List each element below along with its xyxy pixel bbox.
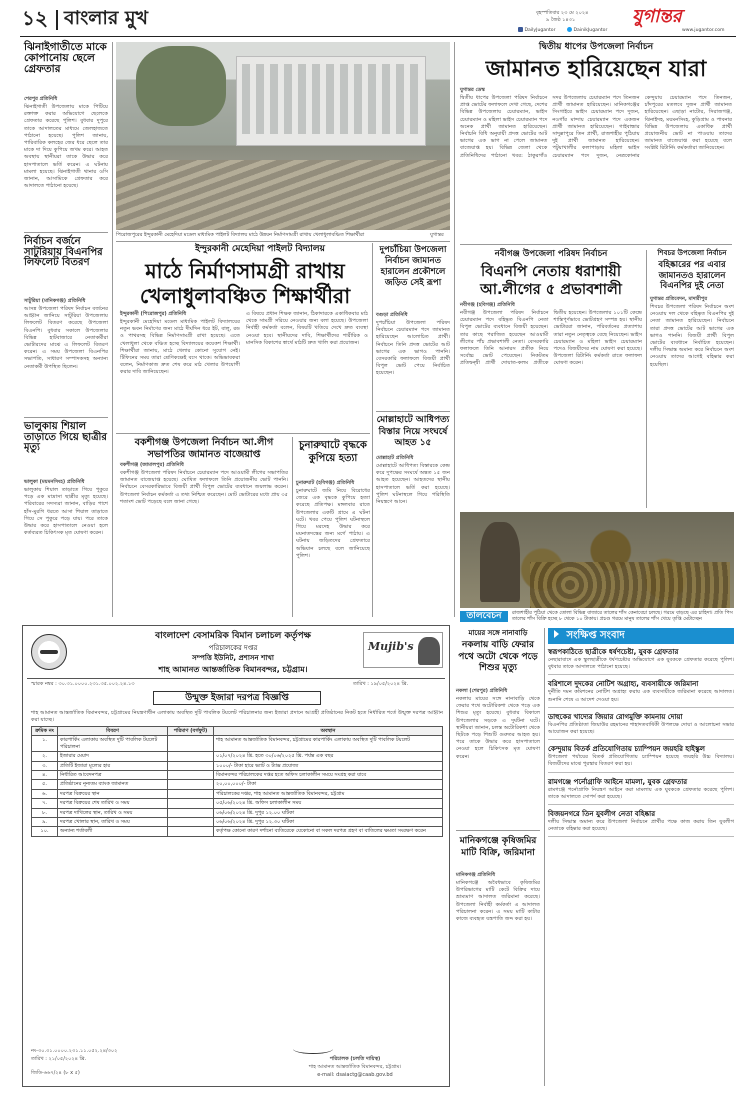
brief-title: কেন্দুয়ায় বিতর্ক প্রতিযোগিতায় চ্যাম্পিয়ন জয়হরি হাইস্কুল	[548, 745, 705, 754]
table-cell	[168, 780, 214, 789]
memo-date: তারিখ : ১৯/০৫/২০২৪ খ্রি.	[353, 681, 409, 687]
divider	[376, 411, 450, 412]
article-byline: সাটুরিয়া (মানিকগঞ্জ) প্রতিনিধি	[24, 298, 86, 304]
table-cell	[168, 771, 214, 780]
section-title: বাংলার মুখ	[64, 7, 149, 29]
memo-number: স্মারক নম্বর : ৩০.৩১.০০০০.২৩১.৩৫.০০২.২৪.১৩	[31, 681, 135, 687]
divider	[24, 232, 108, 233]
org-name: বাংলাদেশ বেসামরিক বিমান চলাচল কর্তৃপক্ষ	[155, 631, 311, 641]
table-cell: শাহ আমানত আন্তর্জাতিক বিমানবন্দর, চট্টগ্রামের কারপার্কিং এলাকায় অবস্থিত দুটি পাবলিক টয়লেট	[214, 736, 443, 752]
divider	[27, 678, 445, 679]
building-windows	[242, 64, 420, 134]
notice-title: উন্মুক্ত ইজারা দরপত্র বিজ্ঞপ্তি	[153, 691, 321, 705]
table-cell: নির্ধারিত আবেদনপত্র	[58, 771, 168, 780]
tender-notice	[22, 625, 450, 1087]
article-title: নির্বাচন বর্জনে সাটুরিয়ায় বিএনপির লিফলেট বিতরণ	[24, 236, 103, 268]
article-title: ঝিনাইগাতীতে মাকে কোপানোয় ছেলে গ্রেফতার	[24, 41, 107, 76]
story-body: ইন্দুরকানী মেহেদিয়া মডেল মাধ্যমিক পাইলট বিদ্যালয়ের নতুন ভবন নির্মাণের জন্য মাঠে দীর্ঘদিন ধরে ইট, বালু, রড ও পাথরসহ বিভিন্ন নির্মাণসামগ্রী রাখা হয়েছে। এতে খেলাধুলা থেকে বঞ্চিত হচ্ছে বিদ্যালয়ের কয়েকশ শিক্ষার্থী। শিক্ষার্থীরা জানায়, মাঠে খেলার কোনো সুযোগ নেই। টিফিনের সময় তারা শ্রেণিকক্ষেই বসে থাকে। অভিভাবকরা বলেন, নির্মাণকাজ দ্রুত শেষ করে মাঠ খেলার উপযোগী করার দাবি জানিয়েছেন।	[120, 319, 242, 376]
table-cell: দরপত্র বিক্রয়ের শেষ তারিখ ও সময়	[58, 799, 168, 808]
vendor-figure	[480, 522, 520, 602]
brief-body: দলীয় সিদ্ধান্ত অমান্য করে উপজেলা নির্বাচনে প্রার্থীর পক্ষে কাজ করায় তিন যুবলীগ নেতাকে বহিষ্কার করা হয়েছে।	[548, 819, 736, 833]
signature-mark	[293, 1044, 333, 1054]
story-kicker: ইন্দুরকানী মেহেদিয়া পাইলট বিদ্যালয়	[195, 244, 325, 254]
footer-date: তারিখ : ২১/০৫/২০২৪ খ্রি.	[31, 1056, 87, 1062]
story-title: জামানত হারিয়েছেন যারা	[485, 57, 707, 82]
table-cell: দরপত্র খোলার স্থান, তারিখ ও সময়	[58, 818, 168, 827]
table-cell: ৯.	[32, 818, 58, 827]
article-byline: শেরপুর প্রতিনিধি	[24, 96, 58, 102]
caab-logo	[31, 634, 67, 670]
story-title: বহিষ্কারের পর এবার জামানতও হারালেন বিএনপির দুই নেতা	[658, 260, 726, 291]
table-cell: দরপত্র বিক্রয়ের স্থান	[58, 789, 168, 798]
table-cell	[168, 827, 214, 836]
mujib-logo: Mujib's	[363, 632, 443, 668]
brief-item	[548, 810, 734, 837]
story-byline: মোল্লাহাট প্রতিনিধি	[376, 455, 414, 461]
table-cell: ৪.	[32, 771, 58, 780]
dept-name: পরিচালকের দপ্তর	[208, 644, 258, 652]
facebook-icon	[518, 27, 523, 32]
brief-title: ডাহুকের খাদ্যের জিয়ার রোগমুক্তি কামনায় দোয়া	[548, 712, 683, 721]
table-cell: ১০.	[32, 827, 58, 836]
table-cell: ২.	[32, 752, 58, 761]
story-body: বকশীগঞ্জ উপজেলা পরিষদ নির্বাচনে চেয়ারম্যান পদে আওয়ামী লীগের সভাপতির জামানত বাজেয়াপ্ত হয়েছে। ঘোষিত ফলাফলে তিনি প্রয়োজনীয় ভোট পাননি। নির্বাচনে বেসরকারিভাবে বিজয়ী প্রার্থী বিপুল ভোটের ব্যবধানে জয়লাভ করেন। উপজেলা নির্বাচন কর্মকর্তা এ তথ্য নিশ্চিত করেছেন। মোট ভোটারের মধ্যে প্রায় ৩৫ শতাংশ ভোট পড়েছে বলে জানা গেছে।	[120, 470, 290, 505]
header-date: বৃহস্পতিবার ২৩ মে ২০২৪	[536, 10, 589, 16]
photo-label: তালবেচন	[460, 611, 508, 622]
signatory-address: শাহ আমানত আন্তর্জাতিক বিমানবন্দর, চট্টগ্রাম।	[308, 1064, 402, 1070]
story-title: মাঠে নির্মাণসামগ্রী রাখায় খেলাধুলাবঞ্চিত শিক্ষার্থীরা	[139, 259, 351, 308]
brief-title: বিজয়নগরে তিন যুবলীগ নেতা বহিষ্কার	[548, 810, 656, 819]
table-cell	[168, 752, 214, 761]
story-kicker: শিবচর উপজেলা নির্বাচন	[657, 249, 727, 257]
table-row	[32, 799, 443, 808]
col-header: ক্রমিক নং	[32, 727, 58, 736]
table-cell: ৫.	[32, 780, 58, 789]
table-cell	[168, 799, 214, 808]
header-rule	[20, 36, 736, 37]
brief-list	[548, 648, 734, 1086]
column-rule	[454, 42, 455, 617]
story-title: নকলায় বাড়ি ফেরার পথে অটো থেকে পড়ে শিশুর মৃত্যু	[458, 640, 538, 673]
footer-memo: নং-৩০.৩১.০০০০.২৩১.১১.০৫২.২৪/৩০২	[31, 1048, 118, 1054]
palm-fruit-photo	[460, 512, 734, 608]
rubble-pile	[116, 160, 450, 230]
table-cell: দরপত্র দাখিলের স্থান, তারিখ ও সময়	[58, 808, 168, 817]
table-cell	[168, 818, 214, 827]
table-cell: কারপার্কিং এলাকায় অবস্থিত দুটি পাবলিক টয়লেট পরিচালনা	[58, 736, 168, 752]
fruit-pile	[530, 562, 730, 608]
table-row	[32, 808, 443, 817]
signatory: পরিচালক (চলতি দায়িত্ব)	[329, 1056, 381, 1062]
table-row	[32, 736, 443, 752]
story-body: মোল্লাহাটে আধিপত্য বিস্তারকে কেন্দ্র করে দুপক্ষের সংঘর্ষে অন্তত ১৫ জন আহত হয়েছেন। আহতদের স্থানীয় হাসপাতালে ভর্তি করা হয়েছে। পুলিশ ঘটনাস্থলে গিয়ে পরিস্থিতি নিয়ন্ত্রণে আনে।	[376, 463, 452, 506]
brief-title: বরিশালে দুদকের নোটিশ অগ্রাহ্য, ব্যবসায়ীকে জরিমানা	[548, 680, 699, 689]
story-byline: ইন্দুরকানী (পিরোজপুর) প্রতিনিধি	[120, 311, 186, 317]
social-facebook[interactable]: DailyJugantor	[518, 27, 556, 34]
brief-item	[548, 778, 734, 805]
story-kicker: মায়ের সঙ্গে নানাবাড়ি	[468, 629, 528, 637]
table-cell: ৭.	[32, 799, 58, 808]
column-rule	[112, 42, 113, 617]
article-body: ভালুকায় শিয়াল তাড়াতে গিয়ে পুকুরে পড়ে এক মাদ্রাসা ছাত্রীর মৃত্যু হয়েছে। পরিবারের সদস্যরা জানান, বাড়ির পাশে হাঁস-মুরগি ধরতে আসা শিয়াল তাড়াতে গিয়ে সে পুকুরে পড়ে যায়। পরে তাকে উদ্ধার করে হাসপাতালে নেওয়া হলে কর্তব্যরত চিকিৎসক মৃত ঘোষণা করেন।	[24, 487, 110, 537]
table-cell: ৮.	[32, 808, 58, 817]
story-kicker: দ্বিতীয় ধাপের উপজেলা নির্বাচন	[538, 42, 654, 52]
brief-item	[548, 713, 734, 740]
unit-name: সম্পত্তি ইউনিট, প্রশাসন শাখা	[192, 654, 274, 662]
table-row	[32, 752, 443, 761]
photo-caption: রাজশাহীর পুঠিয়া থেকে তোলা বিভিন্ন বাজারে তালের শাঁস কেনাবেচা চলছে। গরমে বাড়ছে এর চাহিদা। প্রতি পিস তালের শাঁস বিক্রি হচ্ছে ৮ থেকে ১০ টাকায়। প্রচণ্ড গরমে মানুষ তালের শাঁস খেয়ে তৃপ্তি মেটাচ্ছেন	[512, 610, 733, 623]
table-cell: ০৬/০৬/২০২৪ খ্রি. দুপুর ১২.০০ ঘটিকা	[214, 808, 443, 817]
story-byline: বকশীগঞ্জ (জামালপুর) প্রতিনিধি	[120, 462, 184, 468]
table-cell: ০১/০৭/২০২৪ খ্রি. হতে ৩০/০৬/২০২৫ খ্রি. পর্যন্ত এক বছর	[214, 752, 443, 761]
story-body: নকলায় মায়ের সঙ্গে নানাবাড়ি থেকে ফেরার পথে অটোরিকশা থেকে পড়ে এক শিশুর মৃত্যু হয়েছে। বুধবার বিকালে উপজেলার সড়কে এ দুর্ঘটনা ঘটে। স্থানীয়রা জানান, চলন্ত অটোরিকশা থেকে ছিটকে পড়ে শিশুটি গুরুতর আহত হয়। পরে তাকে উদ্ধার করে হাসপাতালে নেওয়া হলে চিকিৎসক মৃত ঘোষণা করেন।	[456, 696, 542, 760]
website-link[interactable]: www.jugantor.com	[682, 28, 725, 33]
page-number: ১২	[22, 6, 48, 30]
table-cell: প্রতিষ্ঠানের নূন্যতম ব্যাংক জামানত	[58, 780, 168, 789]
school-field-photo	[116, 42, 450, 230]
divider	[24, 417, 108, 418]
table-cell: ইজারার মেয়াদ	[58, 752, 168, 761]
page-header	[22, 8, 734, 34]
table-row	[32, 827, 443, 836]
brief-body: বিএনপির প্রতিষ্ঠাতা জিয়াউর রহমানের শাহাদতবার্ষিকী উপলক্ষে দোয়া ও আলোচনা সভার আয়োজন করা হয়েছে।	[548, 721, 736, 736]
brief-item	[548, 648, 734, 675]
col-header: বিবরণ	[58, 727, 168, 736]
story-body: চুনারুঘাটে জমি নিয়ে বিরোধের জেরে এক বৃদ্ধকে কুপিয়ে হত্যা করেছে প্রতিপক্ষ। মঙ্গলবার রাতে উপজেলার একটি গ্রামে এ ঘটনা ঘটে। খবর পেয়ে পুলিশ ঘটনাস্থলে গিয়ে মরদেহ উদ্ধার করে ময়নাতদন্তের জন্য মর্গে পাঠায়। এ ঘটনায় জড়িতদের গ্রেফতারে অভিযান চলছে বলে জানিয়েছে পুলিশ।	[296, 488, 372, 559]
divider	[456, 830, 540, 831]
column-rule	[544, 628, 545, 1086]
column-rule	[372, 243, 373, 617]
article-body: ঝিনাইগাতী উপজেলায় মাকে পিটিয়ে রক্তাক্ত করার অভিযোগে ছেলেকে গ্রেফতার করেছে পুলিশ। বুধবার দুপুরে তাকে আদালতের মাধ্যমে জেলহাজতে পাঠানো হয়েছে। পুলিশ জানায়, পারিবারিক কলহের জের ধরে ছেলে তার মাকে দা দিয়ে কুপিয়ে জখম করে। আহত অবস্থায় স্থানীয়রা তাকে উদ্ধার করে হাসপাতালে ভর্তি করেন। এ ঘটনায় মামলা হয়েছে। ঝিনাইগাতী থানার ওসি জানান, আসামিকে গ্রেফতার করে আদালতে পাঠানো হয়েছে।	[24, 104, 110, 190]
article-body: আসন্ন উপজেলা পরিষদ নির্বাচন বর্জনের আহ্বান জানিয়ে সাটুরিয়া উপজেলায় লিফলেট বিতরণ করেছে উপজেলা বিএনপি। বুধবার সকালে উপজেলার বিভিন্ন হাটবাজারে নেতাকর্মীরা ভোটারদের মাঝে এ লিফলেট বিতরণ করেন। এ সময় উপজেলা বিএনপির সভাপতি, সাধারণ সম্পাদকসহ অন্যান্য নেতাকর্মী উপস্থিত ছিলেন।	[24, 306, 110, 370]
photo-caption: পিরোজপুরের ইন্দুরকানী মেহেদিয়া মডেল মাধ্যমিক পাইলট বিদ্যালয় মাঠে উন্নয়ন নির্মাণসামগ্রী রাখায় খেলাধুলাবঞ্চিত শিক্ষার্থীরা	[116, 232, 365, 238]
story-byline: বগুড়া প্রতিনিধি	[376, 312, 408, 318]
plane-icon	[40, 650, 58, 654]
col-header: অবস্থান	[214, 727, 443, 736]
brief-title: স্বরূপকাঠিতে ছাত্রীকে ধর্ষণচেষ্টা, যুবক গ্রেফতার	[548, 648, 679, 656]
divider	[116, 433, 370, 434]
column-rule	[646, 250, 647, 508]
social-twitter[interactable]: DainikJugantor	[567, 27, 607, 34]
story-title: মোল্লাহাটে আধিপত্য বিস্তার নিয়ে সংঘর্ষে আহত ১৫	[376, 415, 450, 448]
table-cell	[168, 761, 214, 770]
divider	[460, 244, 732, 245]
email-link[interactable]: e-mail: dsaiactg@caab.gov.bd	[317, 1072, 393, 1078]
divider	[116, 241, 450, 242]
table-cell: প্রতিটি ইজারা মূল্যের হার	[58, 761, 168, 770]
table-row	[32, 818, 443, 827]
brief-item	[548, 680, 734, 707]
tree-shape	[136, 46, 226, 126]
table-cell: পরিচালকের দপ্তর, শাহ আমানত আন্তর্জাতিক বিমানবন্দর, চট্টগ্রাম	[214, 789, 443, 798]
table-row	[32, 780, 443, 789]
arrow-icon	[554, 630, 559, 638]
table-cell: ৩.	[32, 761, 58, 770]
table-cell: ৬.	[32, 789, 58, 798]
story-title: মানিকগঞ্জে কৃষিজমির মাটি বিক্রি, জরিমানা	[459, 836, 537, 858]
brief-body: রামগঞ্জে পর্নোগ্রাফি নিয়ন্ত্রণ আইনে করা মামলায় এক যুবককে গ্রেফতার করেছে পুলিশ। তাকে আদালতে সোপর্দ করা হয়েছে।	[548, 786, 736, 800]
twitter-icon	[567, 27, 572, 32]
story-body: শিবচর উপজেলা পরিষদ নির্বাচনে অংশ নেওয়ায় দল থেকে বহিষ্কৃত বিএনপির দুই নেতা জামানত হারিয়েছেন। নির্বাচনে তারা প্রদত্ত ভোটের আট ভাগের এক ভাগও পাননি। বিজয়ী প্রার্থী বিপুল ভোটের ব্যবধানে নির্বাচিত হয়েছেন। দলীয় সিদ্ধান্ত অমান্য করে নির্বাচনে অংশ নেওয়ায় তাদের আগেই বহিষ্কার করা হয়েছিল।	[650, 304, 736, 368]
brief-heading: সংক্ষিপ্ত সংবাদ	[548, 628, 734, 644]
brief-body: নেছারাবাদে এক স্কুলছাত্রীকে ধর্ষণচেষ্টার অভিযোগে এক যুবককে গ্রেফতার করেছে পুলিশ। বুধবার তাকে আদালতে পাঠানো হয়েছে।	[548, 657, 736, 671]
story-body: নবীগঞ্জ উপজেলা পরিষদ নির্বাচনে চেয়ারম্যান পদে বহিষ্কৃত বিএনপি নেতা বিপুল ভোটের ব্যবধানে বিজয়ী হয়েছেন। তার কাছে পরাজিত হয়েছেন আওয়ামী লীগের পাঁচ প্রভাবশালী নেতা। বেসরকারি ফলাফলে তিনি আনারস প্রতীক নিয়ে সর্বোচ্চ ভোট পেয়েছেন। নিকটতম প্রতিদ্বন্দ্বী প্রার্থী দোয়াত-কলম প্রতীকে দ্বিতীয় হয়েছেন। উপজেলার ১০১টি কেন্দ্রে শান্তিপূর্ণভাবে ভোটগ্রহণ সম্পন্ন হয়। স্থানীয় ভোটাররা জানান, পরিবর্তনের প্রত্যাশায় তারা নতুন নেতৃত্বকে বেছে নিয়েছেন। ভাইস চেয়ারম্যান ও মহিলা ভাইস চেয়ারম্যান পদেও বিজয়ীদের নাম ঘোষণা করা হয়েছে। উপজেলা রিটার্নিং কর্মকর্তা রাতে ফলাফল ঘোষণা করেন।	[460, 310, 644, 367]
story-title: দুপচাঁচিয়া উপজেলা নির্বাচন জামানত হারালেন প্রকৌশলে জড়িত সেই রূপা	[379, 245, 447, 288]
story-byline: যুগান্তর ডেস্ক	[460, 87, 485, 93]
table-row	[32, 771, 443, 780]
table-cell: অন্যান্য শর্তাবলী	[58, 827, 168, 836]
table-cell: ০৬/০৬/২০২৪ খ্রি. দুপুর ১২.৩০ ঘটিকা	[214, 818, 443, 827]
col-header: পরিমাণ (বর্গফুট)	[168, 727, 214, 736]
story-title: বিএনপি নেতায় ধরাশায়ী আ.লীগের ৫ প্রভাবশালী	[480, 264, 622, 298]
table-cell: ২০,০০,০০০/- টাকা	[214, 780, 443, 789]
brief-body: উপজেলা পর্যায়ের বিতর্ক প্রতিযোগিতায় চ্যাম্পিয়ন হয়েছে জয়হরি উচ্চ বিদ্যালয়। বিজয়ীদের মাঝে পুরস্কার বিতরণ করা হয়।	[548, 754, 736, 768]
photo-credit: যুগান্তর	[430, 232, 444, 238]
brief-item	[548, 745, 734, 772]
table-cell: ০৫/০৬/২০২৪ খ্রি. অফিস চলাকালীন সময়	[214, 799, 443, 808]
table-cell: কর্তৃপক্ষ কোনো কারণ দর্শানো ব্যতিরেকে যেকোনো বা সকল দরপত্র গ্রহণ বা বাতিলের ক্ষমতা সংরক্ষণ করেন	[214, 827, 443, 836]
table-cell	[168, 808, 214, 817]
brief-body: দুর্নীতি দমন কমিশনের নোটিশ অগ্রাহ্য করায় এক ব্যবসায়ীকে জরিমানা করেছে আদালত। শুনানি শেষে এ আদেশ দেওয়া হয়।	[548, 689, 736, 703]
story-byline: চুনারুঘাট (হবিগঞ্জ) প্রতিনিধি	[296, 480, 355, 486]
article-byline: ভালুকা (ময়মনসিংহ) প্রতিনিধি	[24, 479, 85, 485]
story-body: এ বিষয়ে প্রধান শিক্ষক জানান, ঠিকাদারকে একাধিকবার মাঠ থেকে সামগ্রী সরিয়ে নেওয়ার জন্য বলা হয়েছে। উপজেলা নির্বাহী কর্মকর্তা বলেন, বিষয়টি খতিয়ে দেখে দ্রুত ব্যবস্থা নেওয়া হবে। স্থানীয়দের দাবি, শিক্ষার্থীদের শারীরিক ও মানসিক বিকাশের স্বার্থে মাঠটি দ্রুত খালি করা প্রয়োজন।	[246, 311, 370, 346]
story-title: বকশীগঞ্জ উপজেলা নির্বাচন আ.লীগ সভাপতির জামানত বাজেয়াপ্ত	[134, 437, 274, 460]
brief-title: রামগঞ্জে পর্নোগ্রাফি আইনে মামলা, যুবক গ্রেফতার	[548, 777, 688, 786]
airport-name: শাহ আমানত আন্তর্জাতিক বিমানবন্দর, চট্টগ্রাম।	[158, 665, 308, 674]
story-byline: মানিকগঞ্জ প্রতিনিধি	[456, 872, 495, 878]
story-byline: নকলা (শেরপুর) প্রতিনিধি	[456, 688, 508, 694]
story-byline: যুগান্তর প্রতিবেদন, মাদারীপুর	[650, 296, 708, 302]
header-date-bangla: ৯ জৈষ্ঠ ১৪৩১	[546, 17, 576, 23]
table-row	[32, 761, 443, 770]
story-body: মানিকগঞ্জে অবৈধভাবে কৃষিজমির উপরিভাগের মাটি কেটে বিক্রির দায়ে ভ্রাম্যমাণ আদালত জরিমানা করেছে। উপজেলা নির্বাহী কর্মকর্তা এ আদালত পরিচালনা করেন। এ সময় মাটি কাটার কাজে ব্যবহৃত যন্ত্রপাতি জব্দ করা হয়।	[456, 880, 542, 923]
story-byline: নবীগঞ্জ (হবিগঞ্জ) প্রতিনিধি	[460, 302, 515, 308]
story-body: দ্বিতীয় ধাপের উপজেলা পরিষদ নির্বাচনে প্রাপ্ত ভোটের ফলাফলে দেখা গেছে, দেশের বিভিন্ন উপজেলায় চেয়ারম্যান, ভাইস চেয়ারম্যান ও মহিলা ভাইস চেয়ারম্যান পদে অনেক প্রার্থী জামানত হারিয়েছেন। নির্বাচনি বিধি অনুযায়ী প্রদত্ত ভোটের আট ভাগের এক ভাগ না পেলে জামানত বাজেয়াপ্ত হয়। বিভিন্ন জেলা থেকে প্রতিনিধিদের পাঠানো খবর: ঠাকুরগাঁও সদর উপজেলায় চেয়ারম্যান পদে তিনজন প্রার্থী জামানত হারিয়েছেন। মানিকগঞ্জের সিংগাইরে ভাইস চেয়ারম্যান পদে দুজন, নওগাঁর মান্দায় চেয়ারম্যান পদে একজন প্রার্থী জামানত হারিয়েছেন। গাইবান্ধার সাদুল্লাপুরে তিন প্রার্থী, রাজশাহীর পুঠিয়ায় দুই প্রার্থী জামানত হারিয়েছেন। পটুয়াখালীর কলাপাড়ায় মহিলা ভাইস চেয়ারম্যান পদে দুজন, নেত্রকোনার কেন্দুয়ায় চেয়ারম্যান পদে তিনজন, চাঁদপুরের মতলবে দুজন প্রার্থী জামানত হারিয়েছেন। এছাড়া নাটোর, সিরাজগঞ্জ, ঝিনাইদহ, ময়মনসিংহ, কুড়িগ্রাম ও পাবনার বিভিন্ন উপজেলায় একাধিক প্রার্থী প্রয়োজনীয় ভোট না পাওয়ায় তাদের জামানত বাজেয়াপ্ত করা হয়েছে বলে সংশ্লিষ্ট রিটার্নিং কর্মকর্তারা জানিয়েছেন।	[460, 95, 734, 159]
table-cell	[168, 736, 214, 752]
table-cell	[168, 789, 214, 798]
story-title: চুনারুঘাটে বৃদ্ধকে কুপিয়ে হত্যা	[299, 440, 367, 464]
notice-intro: শাহ আমানত আন্তর্জাতিক বিমানবন্দর, চট্টগ্রামের নিয়ন্ত্রণাধীন এলাকায় অবস্থিত দুটি পাবলিক টয়লেট পরিচালনার জন্য ইজারা প্রদানে আগ্রহী প্রতিষ্ঠানের নিকট হতে নির্ধারিত শর্তে উন্মুক্ত দরপত্র আহ্বান করা যাচ্ছে।	[31, 710, 445, 724]
table-cell: ১০০০/- টাকা হারে ভ্যাট ও ট্যাক্স প্রযোজ্য	[214, 761, 443, 770]
table-cell: বিমানবন্দর পরিচালকের দপ্তর হতে অফিস চলাকালীন সময়ে সংগ্রহ করা যাবে	[214, 771, 443, 780]
column-rule	[292, 437, 293, 617]
brand-logo: যুগান্তর	[632, 6, 682, 27]
header-divider	[56, 10, 58, 30]
table-cell: ১.	[32, 736, 58, 752]
article-title: ভালুকায় শিয়াল তাড়াতে গিয়ে ছাত্রীর মৃত্যু	[24, 421, 107, 453]
table-row	[32, 789, 443, 798]
tender-table	[31, 726, 443, 1042]
story-kicker: নবীগঞ্জ উপজেলা পরিষদ নির্বাচন	[494, 249, 608, 259]
portrait-icon	[418, 637, 440, 665]
story-body: দুপচাঁচিয়া উপজেলা পরিষদ নির্বাচনে চেয়ারম্যান পদে জামানত হারিয়েছেন আলোচিত প্রার্থী। নির্বাচনে তিনি প্রদত্ত ভোটের আট ভাগের এক ভাগও পাননি। বেসরকারি ফলাফলে বিজয়ী প্রার্থী বিপুল ভোট পেয়ে নির্বাচিত হয়েছেন।	[376, 320, 452, 377]
gd-number: জিডি-৬৬৭/২৪ (৮ x ৫)	[31, 1070, 80, 1076]
